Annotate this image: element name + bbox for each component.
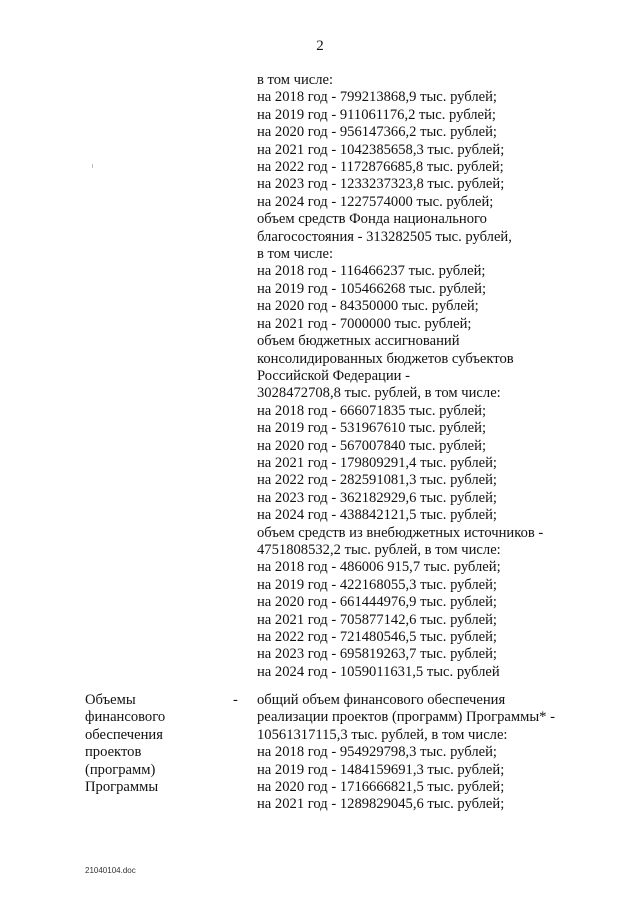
- text-line: в том числе:: [257, 246, 334, 263]
- text-line: на 2018 год - 486006 915,7 тыс. рублей;: [257, 559, 501, 576]
- footer-filename: 21040104.doc: [85, 866, 136, 875]
- text-line: на 2021 год - 1042385658,3 тыс. рублей;: [257, 141, 505, 158]
- label-line: финансового: [85, 709, 166, 726]
- page-number: 2: [316, 38, 324, 54]
- text-line: на 2020 год - 661444976,9 тыс. рублей;: [257, 594, 497, 611]
- text-line: объем средств Фонда национального: [257, 211, 487, 228]
- text-line: на 2023 год - 695819263,7 тыс. рублей;: [257, 646, 497, 663]
- text-line: на 2018 год - 799213868,9 тыс. рублей;: [257, 89, 497, 106]
- text-line: на 2020 год - 84350000 тыс. рублей;: [257, 298, 479, 315]
- text-line: на 2019 год - 105466268 тыс. рублей;: [257, 280, 487, 297]
- section-dash: -: [233, 692, 238, 708]
- text-line: реализации проектов (программ) Программы* -: [257, 709, 555, 726]
- text-line: на 2019 год - 911061176,2 тыс. рублей;: [257, 106, 496, 123]
- text-line: на 2018 год - 116466237 тыс. рублей;: [257, 263, 486, 280]
- text-line: общий объем финансового обеспечения: [257, 692, 506, 708]
- text-line: на 2019 год - 531967610 тыс. рублей;: [257, 420, 487, 437]
- text-line: на 2023 год - 1233237323,8 тыс. рублей;: [257, 176, 505, 193]
- text-line: 3028472708,8 тыс. рублей, в том числе:: [257, 385, 501, 402]
- text-line: на 2019 год - 1484159691,3 тыс. рублей;: [257, 761, 505, 778]
- text-line: 4751808532,2 тыс. рублей, в том числе:: [257, 541, 501, 558]
- label-line: (программ): [85, 761, 156, 778]
- text-line: на 2019 год - 422168055,3 тыс. рублей;: [257, 576, 497, 593]
- label-line: обеспечения: [85, 726, 163, 743]
- text-line: объем средств из внебюджетных источников -: [257, 524, 544, 541]
- margin-mark: [92, 164, 93, 168]
- text-line: на 2021 год - 705877142,6 тыс. рублей;: [257, 611, 497, 628]
- label-line: Объемы: [85, 692, 136, 708]
- text-line: на 2024 год - 438842121,5 тыс. рублей;: [257, 507, 497, 524]
- text-line: на 2020 год - 1716666821,5 тыс. рублей;: [257, 779, 505, 796]
- text-line: на 2024 год - 1059011631,5 тыс. рублей: [257, 663, 500, 680]
- financing-continuation-text: [257, 72, 587, 681]
- text-line: благосостояния - 313282505 тыс. рублей,: [257, 228, 512, 245]
- section-financing-text: [257, 692, 587, 814]
- text-line: на 2022 год - 1172876685,8 тыс. рублей;: [257, 159, 504, 176]
- text-line: на 2022 год - 282591081,3 тыс. рублей;: [257, 472, 497, 489]
- text-line: на 2018 год - 666071835 тыс. рублей;: [257, 402, 487, 419]
- text-line: 10561317115,3 тыс. рублей, в том числе:: [257, 726, 508, 743]
- text-line: на 2023 год - 362182929,6 тыс. рублей;: [257, 489, 497, 506]
- text-line: на 2020 год - 567007840 тыс. рублей;: [257, 437, 487, 454]
- text-line: на 2022 год - 721480546,5 тыс. рублей;: [257, 629, 497, 645]
- text-line: на 2021 год - 179809291,4 тыс. рублей;: [257, 454, 497, 471]
- text-line: на 2021 год - 7000000 тыс. рублей;: [257, 315, 472, 332]
- label-line: проектов: [85, 744, 142, 761]
- text-line: на 2020 год - 956147366,2 тыс. рублей;: [257, 124, 497, 141]
- text-line: объем бюджетных ассигнований: [257, 333, 460, 350]
- text-line: на 2021 год - 1289829045,6 тыс. рублей;: [257, 796, 505, 813]
- label-line: Программы: [85, 779, 159, 796]
- section-label-financing-volumes: [85, 692, 215, 796]
- text-line: на 2024 год - 1227574000 тыс. рублей;: [257, 193, 494, 210]
- text-line: на 2018 год - 954929798,3 тыс. рублей;: [257, 744, 497, 761]
- text-line: Российской Федерации -: [257, 367, 410, 384]
- text-line: в том числе:: [257, 72, 334, 88]
- text-line: консолидированных бюджетов субъектов: [257, 350, 514, 367]
